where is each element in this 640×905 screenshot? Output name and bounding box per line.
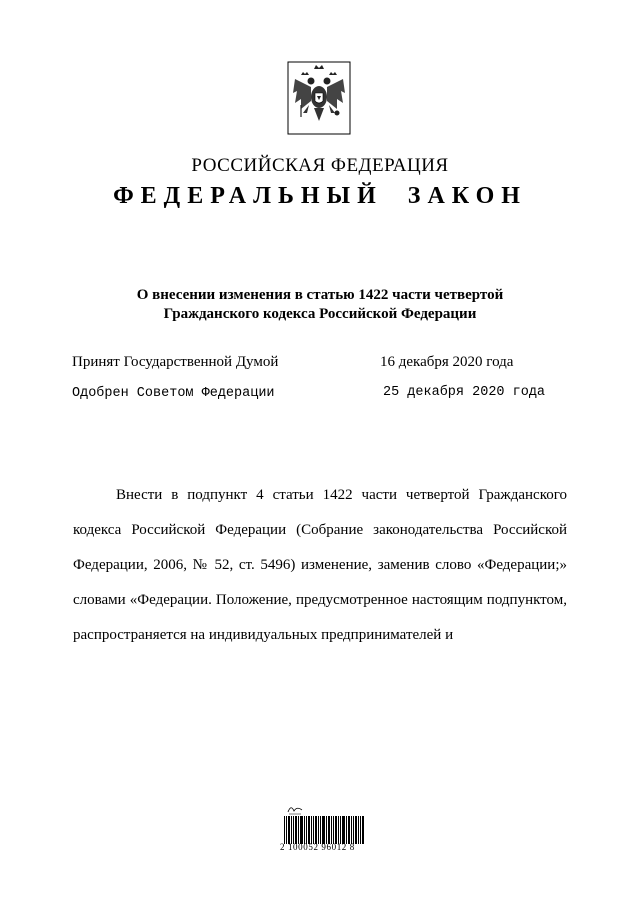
law-title-line: Гражданского кодекса Российской Федерации	[163, 306, 477, 322]
country-name: РОССИЙСКАЯ ФЕДЕРАЦИЯ	[191, 155, 449, 176]
adoption-label-duma: Принят Государственной Думой	[72, 354, 279, 370]
law-title	[0, 286, 640, 324]
adoption-label-council: Одобрен Советом Федерации	[72, 386, 275, 401]
barcode-number: 2 100052 96012 8	[280, 842, 355, 852]
handwritten-mark	[286, 802, 304, 816]
coat-of-arms-emblem	[287, 61, 351, 135]
barcode	[284, 816, 364, 844]
body-paragraph: Внести в подпункт 4 статьи 1422 части четвертой Гражданского кодекса Российской Федерации (Собрание законодательства Российской Федерации, 2006, № 52, ст. 5496) изменение, заменив слово «Федерации;» словами «Федерации. Положение, предусмотренное настоящим подпунктом, распространяется на индивидуальных предпринимателей и	[73, 487, 567, 643]
adoption-date-duma: 16 декабря 2020 года	[380, 354, 514, 370]
document-type: ФЕДЕРАЛЬНЫЙ ЗАКОН	[113, 183, 527, 209]
law-title-line: О внесении изменения в статью 1422 части четвертой	[136, 287, 504, 303]
adoption-date-council: 25 декабря 2020 года	[383, 385, 546, 400]
